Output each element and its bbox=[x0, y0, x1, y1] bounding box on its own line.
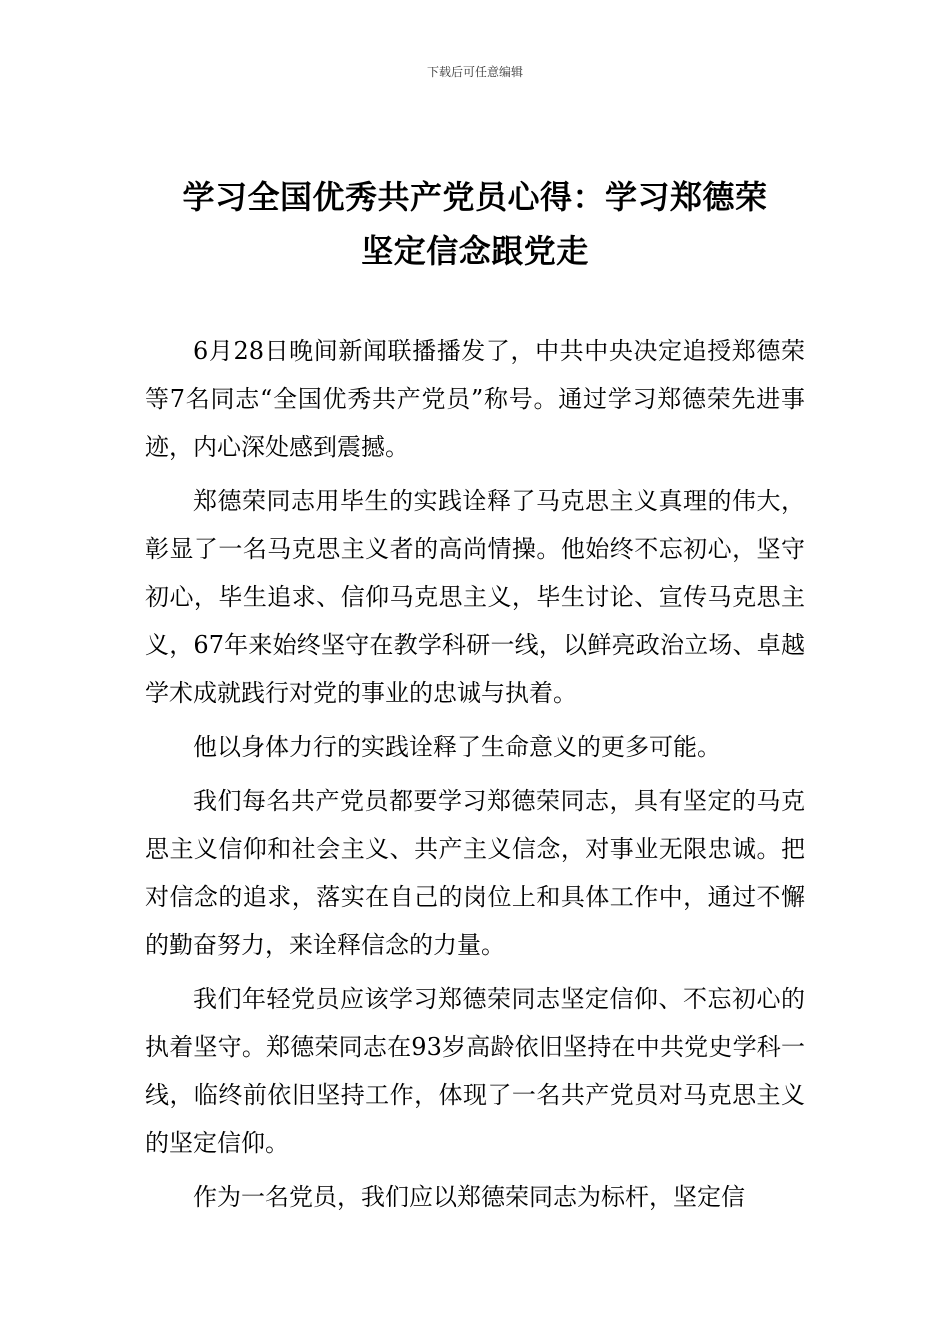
paragraph: 他以身体力行的实践诠释了生命意义的更多可能。 bbox=[193, 733, 721, 761]
header-note: 下载后可任意编辑 bbox=[426, 65, 523, 79]
paragraph: 作为一名党员，我们应以郑德荣同志为标杆，坚定信 bbox=[193, 1183, 745, 1211]
paragraph: 郑德荣同志用毕生的实践诠释了马克思主义真理的伟大，彰显了一名马克思主义者的高尚情操。他始终不忘初心，坚守初心，毕生追求、信仰马克思主义，毕生讨论、宣传马克思主义，67年来始终坚守在教学科研一线，以鲜亮政治立场、卓越学术成就践行对党的事业的忠诚与执着。 bbox=[145, 487, 805, 707]
paragraph: 我们年轻党员应该学习郑德荣同志坚定信仰、不忘初心的执着坚守。郑德荣同志在93岁高龄依旧坚持在中共党史学科一线，临终前依旧坚持工作，体现了一名共产党员对马克思主义的坚定信仰。 bbox=[145, 985, 805, 1157]
title-line-2: 坚定信念跟党走 bbox=[361, 232, 589, 270]
title-line-1: 学习全国优秀共产党员心得：学习郑德荣 bbox=[182, 178, 768, 216]
paragraph: 我们每名共产党员都要学习郑德荣同志，具有坚定的马克思主义信仰和社会主义、共产主义信念，对事业无限忠诚。把对信念的追求，落实在自己的岗位上和具体工作中，通过不懈的勤奋努力，来诠释信念的力量。 bbox=[145, 787, 805, 959]
document-body bbox=[145, 327, 805, 1227]
document-title bbox=[145, 170, 805, 278]
paragraph: 6月28日晚间新闻联播播发了，中共中央决定追授郑德荣等7名同志“全国优秀共产党员”称号。通过学习郑德荣先进事迹，内心深处感到震撼。 bbox=[145, 337, 805, 461]
